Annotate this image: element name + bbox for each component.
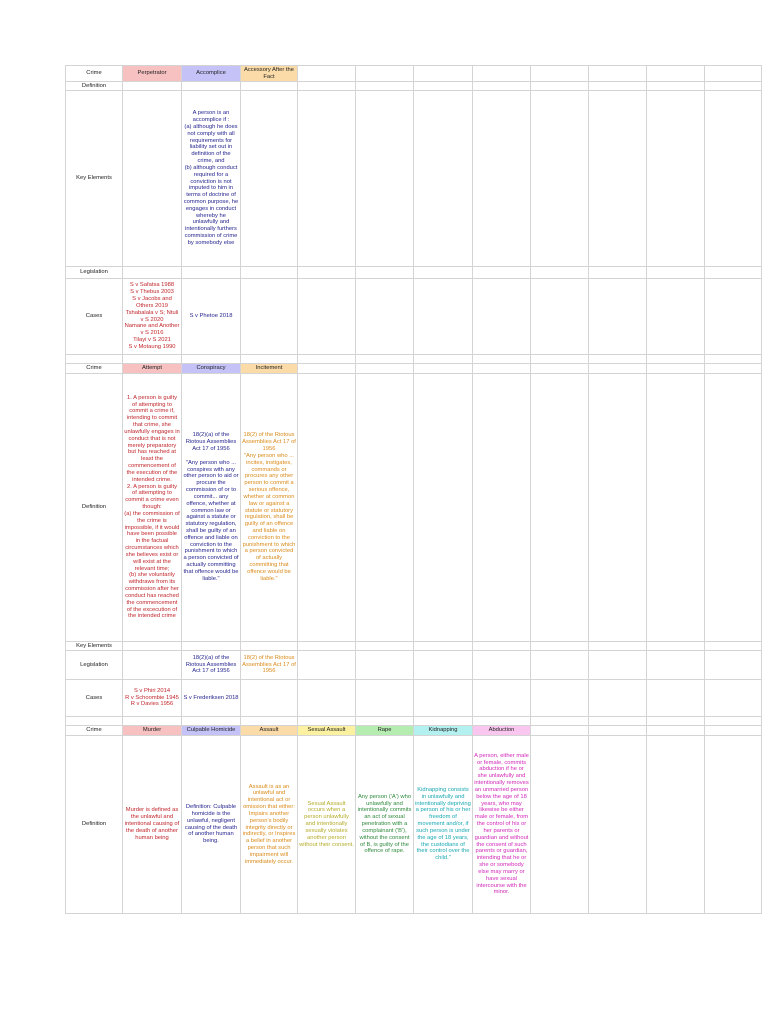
empty-cell[interactable] [589,364,647,374]
empty-cell[interactable] [531,355,589,364]
incitement-legislation[interactable]: 18(2) of the Riotous Assemblies Act 17 of 1956 [241,651,298,680]
abduction-header[interactable]: Abduction [473,726,531,736]
empty-cell[interactable] [531,651,589,680]
attempt-cases[interactable]: S v Phiri 2014 R v Schoombie 1945 R v Davies 1956 [123,680,182,717]
empty-cell[interactable] [589,736,647,914]
attempt-definition[interactable]: 1. A person is guilty of attempting to commit a crime if, intending to commit that crime, she unlawfully engages in conduct that is not merely preparatory but has reached at least the commencement of the execution of the intended crime. 2. A person is guilty of attempting to commit a crime even though: (a) the commission of the crime is impossible, if it would have been possible in the factual circumstances which she believes exist or will exist at the relevant time; (b) she voluntarily withdraws from its commission after her conduct has reached the commencement of the excecution of the intended crime [123,374,182,642]
empty-cell[interactable] [298,374,356,642]
empty-cell[interactable] [356,66,414,82]
rape-header[interactable]: Rape [356,726,414,736]
key-elements-row [66,91,762,267]
empty-cell[interactable] [473,364,531,374]
key-elements-row [66,642,762,651]
empty-cell[interactable] [705,374,762,642]
empty-cell[interactable] [123,651,182,680]
abduction-definition[interactable]: A person, either male or female, commits abduction if he or she unlawfully and intentionally removes an unmarried person below the age of 18 years, who may likewise be either male or female, from the control of his or her parents or guardian and without the consent of such parents or guardian, intending that he or she or somebody else may marry or have sexual intercourse with the minor. [473,736,531,914]
empty-cell[interactable] [531,66,589,82]
incitement-definition[interactable]: 18(2) of the Riotous Assemblies Act 17 of 1956 "Any person who ... incites, instigates, commands or procures any other person to commit a serious offence, whether at common law or against a statute or statutory regulation, shall be guilty of an offence and liable on conviction to the punishment to which a person convicted of actually committing that offence would be liable." [241,374,298,642]
empty-cell[interactable] [66,717,123,726]
accessory-header[interactable]: Accessory After the Fact [241,66,298,82]
empty-cell[interactable] [356,364,414,374]
empty-cell[interactable] [531,680,589,717]
empty-cell[interactable] [589,279,647,355]
empty-cell[interactable] [589,651,647,680]
empty-cell[interactable] [531,726,589,736]
empty-cell[interactable] [589,717,647,726]
empty-cell[interactable] [589,91,647,267]
accomplice-header[interactable]: Accomplice [182,66,241,82]
empty-cell[interactable] [298,680,356,717]
assault-definition[interactable]: Assault is as an unlawful and intentional act or omission that either: Impairs another person's bodily integrity directly or indirectly, or Inspires a belief in another person that such impairment will immediately occur. [241,736,298,914]
empty-cell[interactable] [414,66,473,82]
conspiracy-legislation[interactable]: 18(2)(a) of the Riotous Assemblies Act 17 of 1956 [182,651,241,680]
empty-cell[interactable] [647,736,705,914]
empty-cell[interactable] [531,82,589,91]
kidnapping-definition[interactable]: Kidnapping consists in unlawfully and intentionally depriving a person of his or her freedom of movement and/or, if such person is under the age of 18 years, the custodians of their control over the child." [414,736,473,914]
empty-cell[interactable] [123,355,182,364]
cases-label[interactable]: Cases [66,680,123,717]
empty-cell[interactable] [182,82,241,91]
empty-cell[interactable] [414,364,473,374]
empty-cell[interactable] [356,642,414,651]
key-elements-label[interactable]: Key Elements [66,642,123,651]
empty-cell[interactable] [647,651,705,680]
empty-cell[interactable] [705,680,762,717]
empty-cell[interactable] [531,91,589,267]
spacer-row [66,717,762,726]
empty-cell[interactable] [705,717,762,726]
empty-cell[interactable] [473,680,531,717]
spacer-row [66,355,762,364]
empty-cell[interactable] [647,267,705,279]
legislation-label[interactable]: Legislation [66,651,123,680]
empty-cell[interactable] [241,279,298,355]
empty-cell[interactable] [356,267,414,279]
empty-cell[interactable] [589,726,647,736]
empty-cell[interactable] [705,267,762,279]
empty-cell[interactable] [298,717,356,726]
cases-row [66,680,762,717]
empty-cell[interactable] [356,279,414,355]
perpetrator-header[interactable]: Perpetrator [123,66,182,82]
murder-definition[interactable]: Murder is defined as the unlawful and intentional causing of the death of another human being [123,736,182,914]
cases-label[interactable]: Cases [66,279,123,355]
empty-cell[interactable] [705,364,762,374]
rape-definition[interactable]: Any person ('A') who unlawfully and intentionally commits an act of sexual penetration with a complainant ('B'), without the consent of B, is guilty of the offence of rape. [356,736,414,914]
empty-cell[interactable] [414,355,473,364]
empty-cell[interactable] [531,374,589,642]
empty-cell[interactable] [298,651,356,680]
empty-cell[interactable] [356,680,414,717]
section1-header-row [66,66,762,82]
empty-cell[interactable] [473,66,531,82]
assault-header[interactable]: Assault [241,726,298,736]
conspiracy-cases[interactable]: S v Frederiksen 2018 [182,680,241,717]
empty-cell[interactable] [705,642,762,651]
empty-cell[interactable] [473,267,531,279]
empty-cell[interactable] [241,91,298,267]
empty-cell[interactable] [705,66,762,82]
empty-cell[interactable] [414,82,473,91]
empty-cell[interactable] [647,717,705,726]
empty-cell[interactable] [647,374,705,642]
empty-cell[interactable] [182,267,241,279]
empty-cell[interactable] [298,364,356,374]
empty-cell[interactable] [241,680,298,717]
empty-cell[interactable] [531,364,589,374]
empty-cell[interactable] [298,279,356,355]
empty-cell[interactable] [589,374,647,642]
empty-cell[interactable] [705,736,762,914]
incitement-header[interactable]: Incitement [241,364,298,374]
empty-cell[interactable] [531,736,589,914]
spreadsheet-grid [65,65,762,914]
empty-cell[interactable] [705,726,762,736]
culpable-homicide-definition[interactable]: Definition: Culpable homicide is the unlawful, negligent causing of the death of another human being. [182,736,241,914]
empty-cell[interactable] [647,279,705,355]
empty-cell[interactable] [356,91,414,267]
definition-row [66,374,762,642]
empty-cell[interactable] [414,680,473,717]
crime-label[interactable]: Crime [66,66,123,82]
empty-cell[interactable] [356,651,414,680]
empty-cell[interactable] [647,66,705,82]
legislation-label[interactable]: Legislation [66,267,123,279]
empty-cell[interactable] [298,355,356,364]
empty-cell[interactable] [705,91,762,267]
empty-cell[interactable] [589,680,647,717]
empty-cell[interactable] [123,717,182,726]
sexual-assault-header[interactable]: Sexual Assault [298,726,356,736]
empty-cell[interactable] [647,91,705,267]
murder-header[interactable]: Murder [123,726,182,736]
cases-row [66,279,762,355]
empty-cell[interactable] [66,355,123,364]
conspiracy-definition[interactable]: 18(2)(a) of the Riotous Assemblies Act 17 of 1956 "Any person who ... conspires with any other person to aid or procure the commission of or to commit... any offence, whether at common law or against a statute or statutory regulation, shall be guilty of an offence and liable on conviction to the punishment to which a person convicted of actually committing that offence would be liable." [182,374,241,642]
section3-header-row [66,726,762,736]
empty-cell[interactable] [531,642,589,651]
empty-cell[interactable] [647,82,705,91]
legislation-row [66,267,762,279]
empty-cell[interactable] [241,355,298,364]
empty-cell[interactable] [414,279,473,355]
empty-cell[interactable] [298,642,356,651]
empty-cell[interactable] [473,374,531,642]
empty-cell[interactable] [589,267,647,279]
empty-cell[interactable] [182,717,241,726]
perpetrator-cases[interactable]: S v Safatsa 1988 S v Thebus 2003 S v Jacobs and Others 2019 Tshabalala v S; Ntuli v S 2020 Namane and Another v S 2016 Tilayi v S 2021 S v Motaung 1990 [123,279,182,355]
accomplice-cases[interactable]: S v Phetoe 2018 [182,279,241,355]
definition-row [66,82,762,91]
empty-cell[interactable] [647,726,705,736]
culpable-homicide-header[interactable]: Culpable Homicide [182,726,241,736]
empty-cell[interactable] [473,91,531,267]
empty-cell[interactable] [241,267,298,279]
empty-cell[interactable] [705,651,762,680]
definition-label[interactable]: Definition [66,82,123,91]
empty-cell[interactable] [298,267,356,279]
empty-cell[interactable] [589,66,647,82]
key-elements-label[interactable]: Key Elements [66,91,123,267]
empty-cell[interactable] [356,717,414,726]
empty-cell[interactable] [123,642,182,651]
empty-cell[interactable] [414,374,473,642]
empty-cell[interactable] [473,355,531,364]
empty-cell[interactable] [473,279,531,355]
empty-cell[interactable] [531,279,589,355]
empty-cell[interactable] [647,364,705,374]
empty-cell[interactable] [414,267,473,279]
empty-cell[interactable] [531,267,589,279]
empty-cell[interactable] [298,82,356,91]
empty-cell[interactable] [647,355,705,364]
empty-cell[interactable] [123,267,182,279]
empty-cell[interactable] [356,355,414,364]
empty-cell[interactable] [241,82,298,91]
empty-cell[interactable] [589,82,647,91]
definition-label[interactable]: Definition [66,736,123,914]
empty-cell[interactable] [647,680,705,717]
empty-cell[interactable] [473,717,531,726]
conspiracy-header[interactable]: Conspiracy [182,364,241,374]
empty-cell[interactable] [182,355,241,364]
empty-cell[interactable] [414,651,473,680]
crime-label[interactable]: Crime [66,726,123,736]
empty-cell[interactable] [531,717,589,726]
kidnapping-header[interactable]: Kidnapping [414,726,473,736]
empty-cell[interactable] [356,82,414,91]
definition-label[interactable]: Definition [66,374,123,642]
empty-cell[interactable] [705,279,762,355]
empty-cell[interactable] [414,717,473,726]
empty-cell[interactable] [123,91,182,267]
empty-cell[interactable] [182,642,241,651]
empty-cell[interactable] [589,642,647,651]
legislation-row [66,651,762,680]
empty-cell[interactable] [414,642,473,651]
section2-header-row [66,364,762,374]
empty-cell[interactable] [473,651,531,680]
crime-label[interactable]: Crime [66,364,123,374]
empty-cell[interactable] [298,91,356,267]
empty-cell[interactable] [473,642,531,651]
sexual-assault-definition[interactable]: Sexual Assault occurs when a person unlawfully and intentionally sexually violates another person without their consent. [298,736,356,914]
empty-cell[interactable] [356,374,414,642]
empty-cell[interactable] [589,355,647,364]
empty-cell[interactable] [647,642,705,651]
empty-cell[interactable] [241,642,298,651]
empty-cell[interactable] [123,82,182,91]
empty-cell[interactable] [705,355,762,364]
empty-cell[interactable] [298,66,356,82]
attempt-header[interactable]: Attempt [123,364,182,374]
empty-cell[interactable] [414,91,473,267]
accomplice-key-elements[interactable]: A person is an accomplice if : (a) although he does not comply with all requirements for liability set out in definition of the crime, and (b) although conduct required for a conviction is not imputed to him in terms of doctrine of common purpose, he engages in conduct whereby he unlawfully and intentionally furthers commission of crime by somebody else [182,91,241,267]
definition-row [66,736,762,914]
empty-cell[interactable] [473,82,531,91]
empty-cell[interactable] [241,717,298,726]
empty-cell[interactable] [705,82,762,91]
